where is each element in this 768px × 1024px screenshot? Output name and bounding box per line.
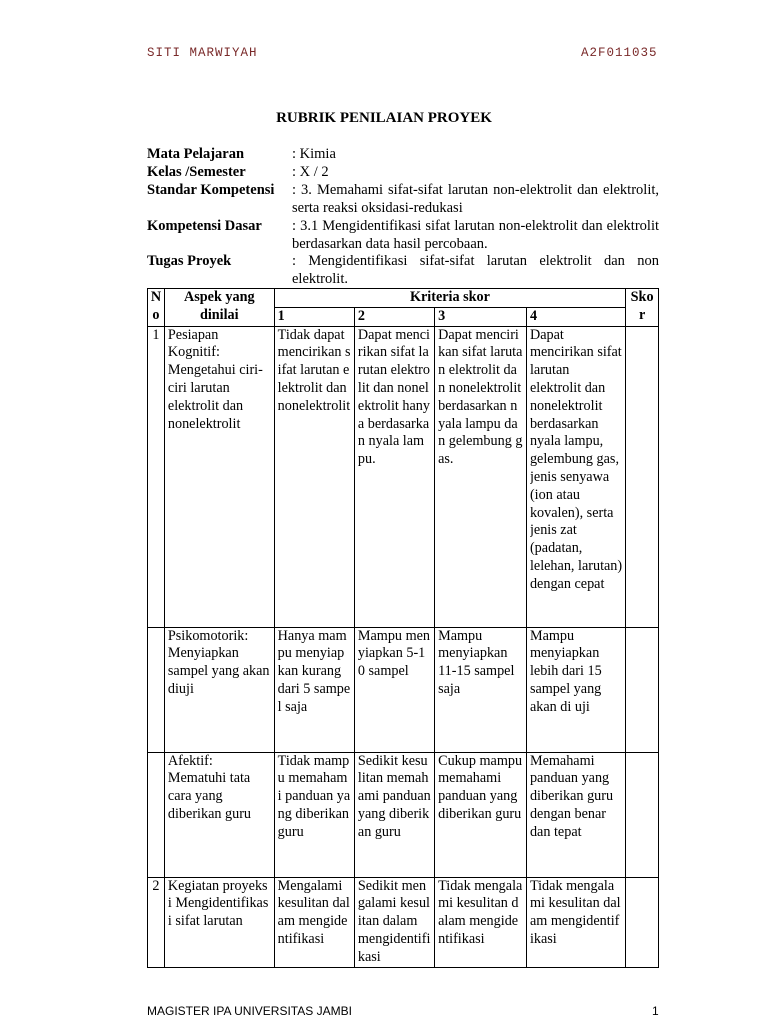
info-label: Kompetensi Dasar (147, 218, 262, 234)
row-kriteria-3: Cukup mampu memahami panduan yang diberikan guru (435, 752, 527, 877)
header-author: SITI MARWIYAH (147, 46, 258, 60)
table-row (148, 627, 659, 752)
row-kriteria-4: Memahami panduan yang diberikan guru dengan benar dan tepat (526, 752, 625, 877)
header-kriteria-1: 1 (274, 307, 354, 326)
info-kelas (147, 163, 659, 181)
row-aspek (164, 877, 274, 967)
row-aspek: Afektif: Mematuhi tata cara yang diberikan guru (164, 752, 274, 877)
table-row (148, 877, 659, 967)
header-skor: Skor (626, 289, 659, 327)
row-kriteria-1: Tidak dapat mencirikan sifat larutan elektrolit dan nonelektrolit (274, 326, 354, 627)
info-label: Tugas Proyek (147, 253, 232, 269)
table-row (148, 752, 659, 877)
row-kriteria-2: Sedikit kesulitan memahami panduan yang diberikan guru (354, 752, 434, 877)
row-aspek-text: Kegiatan proyeksi Mengidentifikasi sifat larutan (167, 877, 269, 930)
header-kriteria: Kriteria skor (274, 289, 626, 308)
row-kriteria-1-text: Mengalami kesulitan dalam mengidentifikasi (277, 877, 350, 947)
header-kriteria-4: 4 (526, 307, 625, 326)
row-no: 2 (148, 877, 165, 967)
row-kriteria-2: Dapat mencirikan sifat larutan elektrolit dan nonelektrolit hanya berdasarkan nyala lampu. (354, 326, 434, 627)
footer-institution: MAGISTER IPA UNIVERSITAS JAMBI (147, 1004, 352, 1018)
row-no (148, 752, 165, 877)
info-value: : Kimia (292, 146, 336, 162)
info-label: Standar Kompetensi (147, 182, 275, 198)
row-skor (626, 326, 659, 627)
info-value: : 3.1 Mengidentifikasi sifat larutan non-elektrolit dan elektrolit berdasarkan data hasil percobaan. (292, 218, 659, 252)
row-kriteria-4 (526, 326, 625, 627)
row-skor (626, 752, 659, 877)
info-label: Mata Pelajaran (147, 146, 245, 162)
row-no: 1 (148, 326, 165, 627)
row-kriteria-3-text: Tidak mengalami kesulitan dalam mengidentifikasi (438, 877, 523, 947)
header-kriteria-2: 2 (354, 307, 434, 326)
table-row (148, 326, 659, 627)
info-label: Kelas /Semester (147, 164, 246, 180)
row-kriteria-3: Mampu menyiapkan 11-15 sampel saja (435, 627, 527, 752)
info-mata-pelajaran (147, 145, 659, 163)
footer-page-number: 1 (652, 1004, 659, 1018)
row-kriteria-1 (274, 877, 354, 967)
row-aspek: Pesiapan Kognitif: Mengetahui ciri-ciri larutan elektrolit dan nonelektrolit (164, 326, 274, 627)
header-no: No (148, 289, 165, 327)
info-kompetensi-dasar (147, 217, 659, 253)
row-skor (626, 627, 659, 752)
row-kriteria-4: Mampu menyiapkan lebih dari 15 sampel yang akan di uji (526, 627, 625, 752)
header-aspek: Aspek yang dinilai (164, 289, 274, 327)
row-kriteria-3: Dapat mencirikan sifat larutan elektrolit dan nonelektrolit berdasarkan nyala lampu dan gelembung gas. (435, 326, 527, 627)
row-kriteria-4-text: Tidak mengalami kesulitan dalam mengidentifikasi (529, 877, 621, 947)
row-kriteria-4-text: Dapat mencirikan sifat larutan elektrolit dan nonelektrolit berdasarkan nyala lampu, gelembung gas, jenis senyawa (ion atau kovalen), serta jenis zat (padatan, lelehan, larutan) dengan cepat (529, 326, 623, 592)
info-tugas-proyek (147, 252, 659, 288)
table-header-row (148, 289, 659, 308)
row-kriteria-3 (435, 877, 527, 967)
header-kriteria-3: 3 (435, 307, 527, 326)
info-standar-kompetensi (147, 181, 659, 217)
info-value: : 3. Memahami sifat-sifat larutan non-elektrolit dan elektrolit, serta reaksi oksidasi-redukasi (292, 182, 659, 216)
row-kriteria-2: Mampu menyiapkan 5-10 sampel (354, 627, 434, 752)
header-id: A2F011035 (581, 46, 658, 60)
row-skor (626, 877, 659, 967)
info-value: : Mengidentifikasi sifat-sifat larutan elektrolit dan non elektrolit. (292, 253, 659, 287)
document-title: RUBRIK PENILAIAN PROYEK (276, 110, 492, 126)
row-kriteria-2 (354, 877, 434, 967)
row-kriteria-1: Hanya mampu menyiapkan kurang dari 5 sampel saja (274, 627, 354, 752)
row-aspek: Psikomotorik: Menyiapkan sampel yang akan diuji (164, 627, 274, 752)
rubric-table (147, 288, 659, 968)
row-kriteria-2-text: Sedikit mengalami kesulitan dalam mengidentifikasi (357, 877, 431, 965)
row-no (148, 627, 165, 752)
row-kriteria-4 (526, 877, 625, 967)
info-value: : X / 2 (292, 164, 329, 180)
row-kriteria-1: Tidak mampu memahami panduan yang diberikan guru (274, 752, 354, 877)
